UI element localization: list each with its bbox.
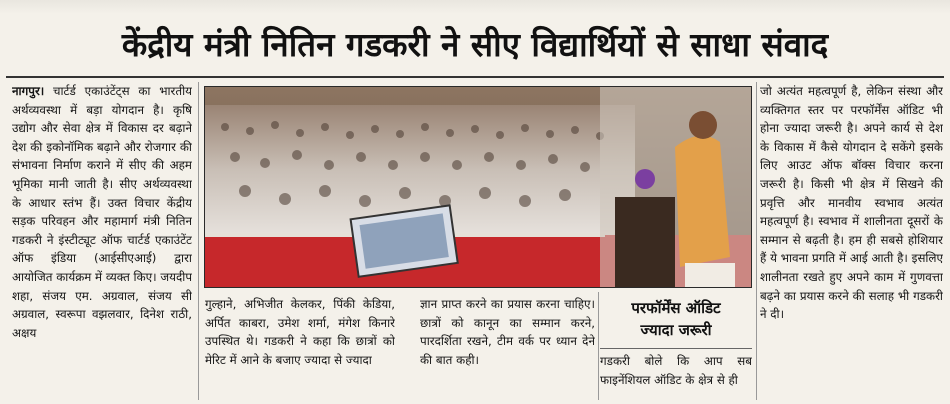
article-column-5 xyxy=(600,352,752,402)
column-1-text: चार्टर्ड एकाउंटेंट्स का भारतीय अर्थव्यवस्था में बड़ा योगदान है। कृषि उद्योग और सेवा क्षेत्र में विकास दर बढ़ाने देश की इकोनॉमिक बढ़ाने और रोजगार की संभावना निर्माण कराने में सीए की अहम भूमिका मानी जाती है। सीए अर्थव्यवस्था के आधार स्तंभ हैं। उक्त विचार केंद्रीय सड़क परिवहन और महामार्ग मंत्री नितिन गडकरी ने इंस्टीट्यूट ऑफ चार्टर्ड एकाउंटेंट ऑफ इंडिया (आईसीएआई) द्वारा आयोजित कार्यक्रम में व्यक्त किए। जयदीप शहा, संजय एम. अग्रवाल, संजय सी अग्रवाल, स्वरूपा वझलवार, दिनेश राठी, अक्षय xyxy=(12,84,192,340)
article-column-3 xyxy=(420,295,595,400)
event-photo xyxy=(204,86,752,288)
column-5-text: गडकरी बोले कि आप सब फाइनेंशियल ऑडिट के क्षेत्र से ही xyxy=(600,354,752,387)
top-strip xyxy=(0,0,950,14)
headline: केंद्रीय मंत्री नितिन गडकरी ने सीए विद्यार्थियों से साधा संवाद xyxy=(121,25,829,64)
headline-rule xyxy=(6,76,944,78)
subhead-line-2: ज्यादा जरूरी xyxy=(640,321,712,339)
column-3-text: ज्ञान प्राप्त करने का प्रयास करना चाहिए। छात्रों को कानून का सम्मान करने, पारदर्शिता रखने, टीम वर्क पर ध्यान देने की बात कही। xyxy=(420,297,595,367)
dateline: नागपुर। xyxy=(12,84,45,98)
audience-photo-icon xyxy=(205,87,751,287)
column-divider xyxy=(756,82,757,400)
article-column-2 xyxy=(205,295,395,400)
article-column-1 xyxy=(12,82,192,402)
column-divider xyxy=(598,292,599,400)
subhead-line-1: परफॉर्मेंस ऑडिट xyxy=(631,299,721,317)
column-1-paragraph xyxy=(12,82,192,342)
article-column-4 xyxy=(760,82,943,402)
column-divider xyxy=(198,82,199,400)
subhead-box xyxy=(600,292,752,349)
column-4-text: जो अत्यंत महत्वपूर्ण है, लेकिन संस्था और व्यक्तिगत स्तर पर परफॉर्मेंस ऑडिट भी होना ज्यादा जरूरी है। अपने कार्य से देश के विकास में कैसे योगदान दे सकेंगे इसके लिए आउट ऑफ बॉक्स विचार करना जरूरी है। किसी भी क्षेत्र में सिखने की प्रवृत्ति और मानवीय स्वभाव अत्यंत महत्वपूर्ण है। स्वभाव में शालीनता दूसरों के सम्मान से बढ़ती है। हम ही सबसे होशियार हैं ये भावना प्रगति में आई आती है। इसलिए शालीनता रखते हुए अपने काम में गुणवत्ता बढ़ने का प्रयास करने की सलाह भी गडकरी ने दी। xyxy=(760,84,943,322)
column-2-text: गुल्हाने, अभिजीत केलकर, पिंकी केडिया, अर्पित काबरा, उमेश शर्मा, मंगेश किनारे उपस्थित थे। गडकरी ने कहा कि छात्रों को मेरिट में आने के बजाए ज्यादा से ज्यादा xyxy=(205,297,395,367)
